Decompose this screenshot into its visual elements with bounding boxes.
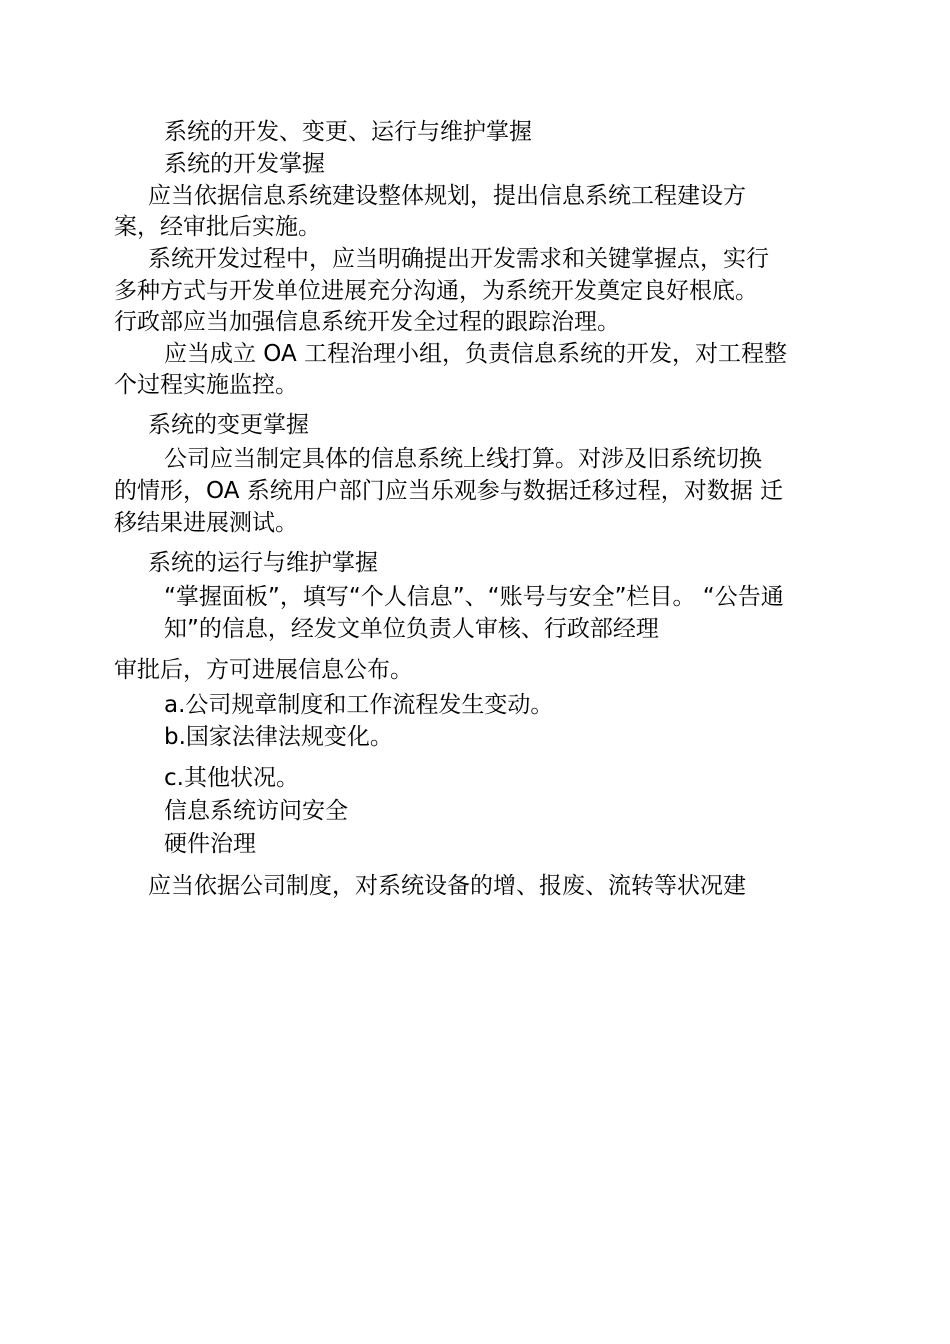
paragraph-line: 行政部应当加强信息系统开发全过程的跟踪治理。 xyxy=(114,309,620,335)
paragraph-line: 移结果进展测试。 xyxy=(114,510,298,536)
list-item: b.国家法律法规变化。 xyxy=(164,724,393,750)
paragraph-line: 的情形，OA 系统用户部门应当乐观参与数据迁移过程，对数据 迁 xyxy=(114,478,784,504)
list-item: a.公司规章制度和工作流程发生变动。 xyxy=(164,692,554,718)
paragraph-line: 系统开发过程中，应当明确提出开发需求和关键掌握点，实行 xyxy=(148,246,769,272)
paragraph-line: “掌握面板”，填写“个人信息”、“账号与安全”栏目。 “公告通 xyxy=(164,584,784,610)
subsection-heading: 系统的运行与维护掌握 xyxy=(148,550,378,576)
paragraph-line: 多种方式与开发单位进展充分沟通，为系统开发奠定良好根底。 xyxy=(114,278,758,304)
subsection-heading: 信息系统访问安全 xyxy=(164,798,348,824)
paragraph-line: 案，经审批后实施。 xyxy=(114,214,321,240)
paragraph-line: 应当依据信息系统建设整体规划，提出信息系统工程建设方 xyxy=(148,183,746,209)
list-item: c.其他状况。 xyxy=(164,765,299,791)
paragraph-line: 应当依据公司制度，对系统设备的增、报废、流转等状况建 xyxy=(148,873,746,899)
paragraph-line: 审批后，方可进展信息公布。 xyxy=(114,657,413,683)
subsection-heading: 系统的变更掌握 xyxy=(148,412,309,438)
subsection-heading: 系统的开发掌握 xyxy=(164,151,325,177)
paragraph-line: 个过程实施监控。 xyxy=(114,372,298,398)
paragraph-line: 公司应当制定具体的信息系统上线打算。对涉及旧系统切换 xyxy=(164,446,762,472)
subsection-heading: 硬件治理 xyxy=(164,831,256,857)
paragraph-line: 应当成立 OA 工程治理小组，负责信息系统的开发，对工程整 xyxy=(164,341,788,367)
section-heading: 系统的开发、变更、运行与维护掌握 xyxy=(164,119,532,145)
paragraph-line: 知”的信息，经发文单位负责人审核、行政部经理 xyxy=(164,616,659,642)
